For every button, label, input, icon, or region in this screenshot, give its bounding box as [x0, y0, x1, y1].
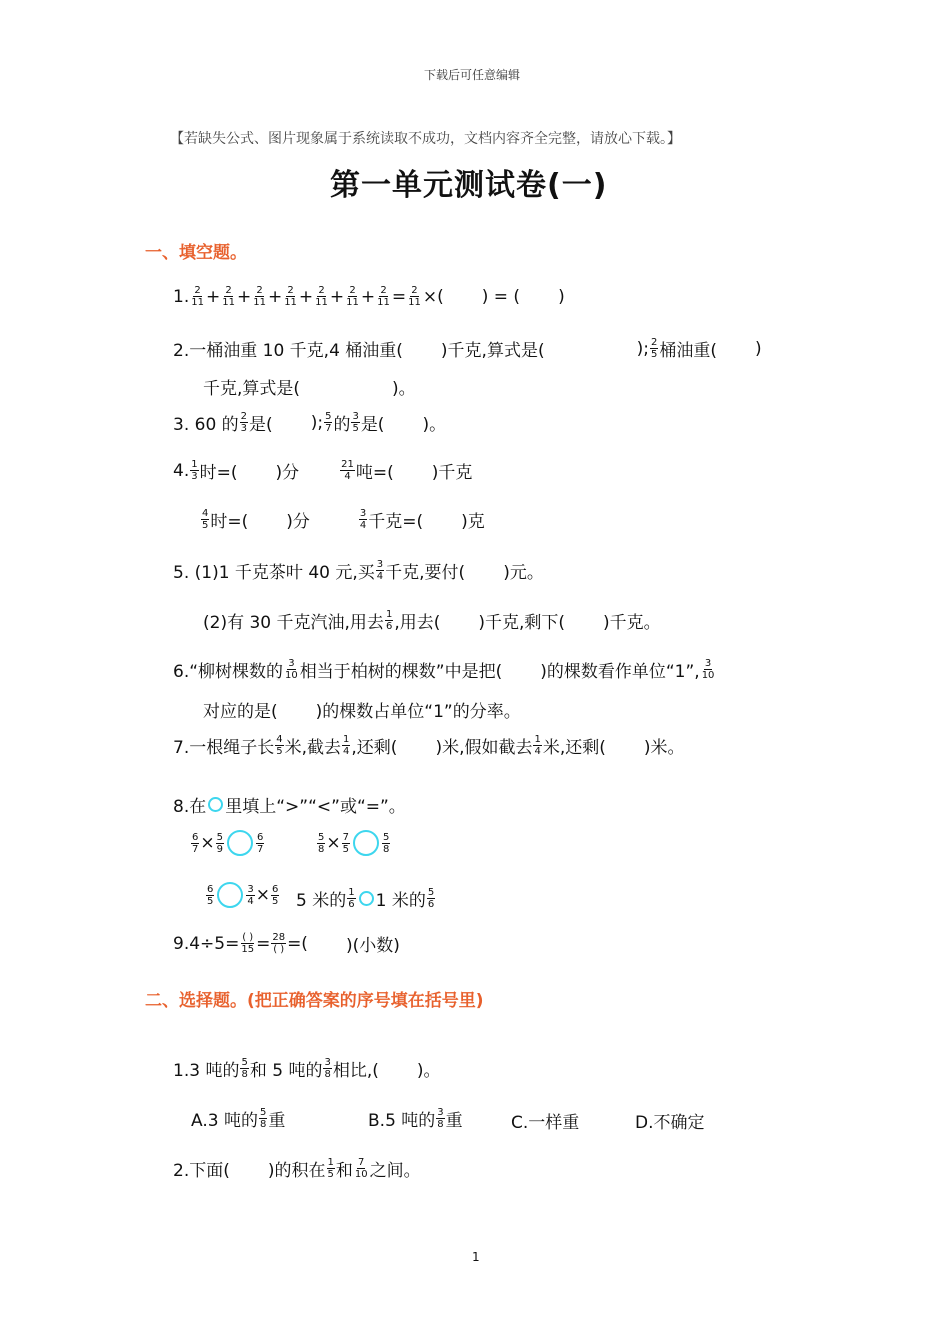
- text: 千克,算式是(: [203, 379, 301, 399]
- fraction: $\frac{6}{7}$: [257, 831, 264, 855]
- fraction: $\frac{( )}{15}$: [241, 932, 255, 955]
- fraction: $\frac{2}{11}$: [253, 285, 266, 308]
- question-1: [173, 285, 565, 308]
- text: 5 米的: [296, 891, 347, 911]
- text: ,用去(: [394, 613, 441, 633]
- question-4-row-2: [200, 507, 485, 532]
- page-header: 下载后可任意编辑: [424, 68, 521, 82]
- plus-sign: +: [329, 286, 345, 307]
- fraction: $\frac{3}{10}$: [701, 658, 715, 681]
- fraction: $\frac{2}{11}$: [377, 285, 390, 308]
- text: )千克。: [603, 613, 661, 633]
- choice-option-b[interactable]: [368, 1106, 463, 1131]
- text: 和 5 吨的: [249, 1061, 323, 1081]
- question-6-line-1: [173, 657, 716, 682]
- text: 1.3 吨的: [173, 1061, 240, 1081]
- question-number: 1.: [173, 286, 190, 307]
- text: 7.一根绳子长: [173, 738, 275, 758]
- circle-icon: [208, 797, 223, 812]
- text: 之间。: [369, 1161, 421, 1181]
- text: 9.4÷5=: [173, 933, 240, 954]
- page-title: 第一单元测试卷(一): [330, 168, 608, 203]
- text: 8.在: [173, 797, 207, 817]
- compare-circle[interactable]: [359, 891, 374, 906]
- missing-formula-notice: 【若缺失公式、图片现象属于系统读取不成功，文档内容齐全完整，请放心下载。】: [170, 131, 681, 147]
- text: 的: [333, 415, 351, 435]
- choice-question-2: [173, 1156, 421, 1181]
- equals-sign: =: [256, 933, 271, 954]
- text: 吨=(: [355, 463, 394, 483]
- text: 对应的是(: [203, 702, 278, 722]
- comparison-3: [205, 882, 280, 908]
- compare-circle[interactable]: [353, 830, 379, 856]
- text: 重: [445, 1111, 463, 1131]
- question-3: [173, 410, 446, 435]
- text: )的棵数占单位“1”的分率。: [315, 702, 521, 722]
- comparison-4: [296, 886, 436, 911]
- text: =(: [287, 933, 308, 954]
- text: )的棵数看作单位“1”,: [540, 662, 700, 682]
- fraction: $\frac{2}{11}$: [346, 285, 359, 308]
- fraction: $\frac{3}{4}$: [359, 508, 367, 531]
- fraction: $\frac{5}{6}$: [427, 887, 435, 910]
- fraction: $\frac{5}{8}$: [383, 831, 390, 855]
- section-fill-in-heading: 一、填空题。: [145, 243, 247, 263]
- text: ,还剩(: [351, 738, 398, 758]
- question-number: 4.: [173, 460, 190, 481]
- choice-option-c[interactable]: C.一样重: [511, 1113, 580, 1133]
- text: 千克=(: [368, 512, 424, 532]
- fraction: $\frac{2}{5}$: [650, 337, 658, 360]
- text: B.5 吨的: [368, 1111, 436, 1131]
- fraction: $\frac{6}{5}$: [272, 883, 279, 907]
- text: 时=(: [199, 463, 238, 483]
- choice-option-a[interactable]: [191, 1106, 285, 1131]
- question-4-row-1: [173, 458, 472, 483]
- fraction: $\frac{5}{8}$: [259, 1107, 267, 1130]
- text: )克: [461, 512, 485, 532]
- choice-option-d[interactable]: D.不确定: [635, 1113, 705, 1133]
- fraction: $\frac{6}{7}$: [192, 831, 199, 855]
- fraction: $\frac{3}{4}$: [247, 883, 254, 907]
- fraction: $\frac{1}{6}$: [348, 887, 355, 910]
- text: A.3 吨的: [191, 1111, 258, 1131]
- text: );: [636, 338, 649, 359]
- text: ×(: [422, 286, 444, 307]
- fraction: $\frac{3}{8}$: [324, 1057, 331, 1080]
- text: )米,假如截去: [435, 738, 533, 758]
- question-9: [173, 931, 400, 956]
- fraction: $\frac{4}{5}$: [202, 508, 209, 531]
- page-number: 1: [472, 1250, 480, 1264]
- text: )的积在: [267, 1161, 326, 1181]
- text: 时=(: [210, 512, 249, 532]
- text: )分: [286, 512, 310, 532]
- text: ): [558, 286, 565, 307]
- plus-sign: +: [267, 286, 283, 307]
- text: ) = (: [481, 286, 521, 307]
- question-7: [173, 733, 685, 758]
- fraction: $\frac{7}{10}$: [354, 1157, 368, 1180]
- text: )米。: [643, 738, 685, 758]
- plus-sign: +: [298, 286, 314, 307]
- question-5-part-2: [203, 608, 661, 633]
- times-sign: ×: [326, 833, 341, 853]
- text: 是(: [360, 415, 385, 435]
- text: 是(: [249, 415, 273, 435]
- text: 5. (1)1 千克茶叶 40 元,买: [173, 563, 375, 583]
- text: 6.“柳树棵数的: [173, 662, 284, 682]
- text: 桶油重(: [659, 341, 717, 361]
- fraction: $\frac{2}{11}$: [222, 285, 235, 308]
- text: 1 米的: [375, 891, 426, 911]
- fraction: $\frac{1}{4}$: [343, 734, 350, 757]
- fraction: $\frac{2}{11}$: [284, 285, 297, 308]
- fraction: $\frac{4}{5}$: [276, 734, 283, 757]
- text: 里填上“>”“<”或“=”。: [225, 797, 406, 817]
- fraction: $\frac{2}{11}$: [191, 285, 204, 308]
- fraction: $\frac{1}{3}$: [191, 459, 198, 482]
- fraction: $\frac{5}{8}$: [241, 1057, 248, 1080]
- text: )元。: [503, 563, 544, 583]
- fraction: $\frac{5}{7}$: [325, 411, 332, 434]
- text: )千克,剩下(: [478, 613, 566, 633]
- text: 重: [268, 1111, 286, 1131]
- fraction: $\frac{1}{4}$: [534, 734, 541, 757]
- question-6-line-2: [203, 697, 521, 722]
- text: 和: [335, 1161, 353, 1181]
- text: )千克: [431, 463, 473, 483]
- fraction: $\frac{6}{5}$: [207, 883, 214, 907]
- text: )。: [416, 1061, 441, 1081]
- plus-sign: +: [236, 286, 252, 307]
- fraction: $\frac{21}{4}$: [341, 459, 354, 482]
- fraction: $\frac{2}{11}$: [408, 285, 421, 308]
- fraction: $\frac{28}{( )}$: [272, 932, 286, 955]
- comparison-2: [316, 830, 391, 856]
- compare-circle[interactable]: [227, 830, 253, 856]
- fraction: $\frac{1}{5}$: [327, 1157, 334, 1180]
- fraction: $\frac{3}{5}$: [352, 411, 359, 434]
- text: )分: [275, 463, 300, 483]
- choice-question-1: [173, 1056, 441, 1081]
- text: )千克,算式是(: [440, 341, 545, 361]
- text: );: [310, 412, 324, 433]
- question-2-line-1: [173, 336, 762, 361]
- compare-circle[interactable]: [217, 882, 243, 908]
- times-sign: ×: [200, 833, 215, 853]
- times-sign: ×: [255, 885, 270, 905]
- plus-sign: +: [205, 286, 221, 307]
- text: 相当于柏树的棵数”中是把(: [299, 662, 503, 682]
- text: )。: [392, 379, 416, 399]
- text: 3. 60 的: [173, 415, 239, 435]
- text: 相比,(: [332, 1061, 379, 1081]
- fraction: $\frac{2}{11}$: [315, 285, 328, 308]
- comparison-1: [190, 830, 265, 856]
- text: 千克,要付(: [385, 563, 466, 583]
- plus-sign: +: [360, 286, 376, 307]
- text: 2.下面(: [173, 1161, 230, 1181]
- text: 米,还剩(: [542, 738, 606, 758]
- text: )。: [422, 415, 447, 435]
- fraction: $\frac{1}{6}$: [385, 609, 393, 632]
- question-2-line-2: [203, 374, 416, 399]
- fraction: $\frac{5}{9}$: [216, 831, 223, 855]
- question-8-instruction: [173, 792, 406, 817]
- fraction: $\frac{3}{10}$: [285, 658, 298, 681]
- section-choice-heading: 二、选择题。(把正确答案的序号填在括号里): [145, 991, 484, 1011]
- fraction: $\frac{3}{8}$: [437, 1107, 444, 1130]
- text: 2.一桶油重 10 千克,4 桶油重(: [173, 341, 403, 361]
- fraction: $\frac{5}{8}$: [318, 831, 325, 855]
- fraction: $\frac{7}{5}$: [342, 831, 349, 855]
- fraction: $\frac{3}{4}$: [376, 559, 384, 582]
- text: (2)有 30 千克汽油,用去: [203, 613, 384, 633]
- text: ): [754, 338, 762, 359]
- equals-sign: =: [391, 286, 407, 307]
- text: 米,截去: [284, 738, 342, 758]
- question-5-part-1: [173, 558, 544, 583]
- text: )(小数): [345, 936, 400, 956]
- fraction: $\frac{2}{3}$: [240, 411, 248, 434]
